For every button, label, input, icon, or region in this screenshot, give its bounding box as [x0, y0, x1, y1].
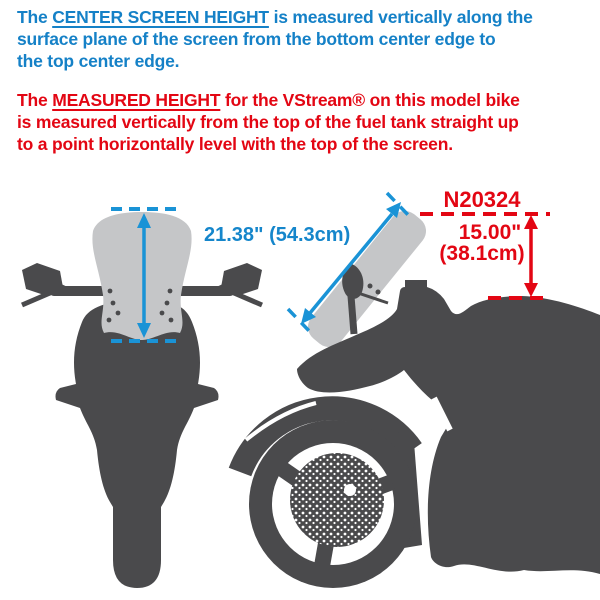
arrow-up-icon [524, 215, 538, 229]
measured-height-term: MEASURED HEIGHT [52, 90, 221, 110]
windscreen-screw [368, 284, 373, 289]
text-line: The CENTER SCREEN HEIGHT is measured vertically along the [17, 7, 533, 27]
measured-height-definition [17, 89, 583, 155]
part-number-label: N20324 [443, 187, 521, 212]
text-line: is measured vertically from the top of the fuel tank straight up [17, 112, 519, 132]
side-mirror-stem [351, 296, 354, 334]
front-view-bike [22, 212, 262, 588]
brake-disc [290, 453, 384, 547]
text-line: surface plane of the screen from the bottom center edge to [17, 29, 496, 49]
front-bike-body-silhouette [56, 300, 219, 588]
front-right-mirror [220, 263, 262, 296]
center-screen-height-term: CENTER SCREEN HEIGHT [52, 7, 269, 27]
text-line: The MEASURED HEIGHT for the VStream® on this model bike [17, 90, 520, 110]
side-view-bike [240, 205, 600, 588]
arrow-down-icon [524, 283, 538, 297]
intro-text [17, 6, 583, 155]
wheel-hub-highlight [344, 484, 356, 496]
measured-height-measurement [420, 187, 550, 298]
measured-height-cm: (38.1cm) [439, 242, 525, 265]
text-line: the top center edge. [17, 51, 180, 71]
text-line: to a point horizontally level with the top of the screen. [17, 134, 453, 154]
windscreen-screw [376, 290, 381, 295]
front-left-mirror [22, 263, 64, 296]
center-screen-height-value: 21.38" (54.3cm) [204, 224, 351, 246]
measured-height-inches: 15.00" [458, 221, 522, 244]
center-screen-height-definition [17, 6, 583, 72]
